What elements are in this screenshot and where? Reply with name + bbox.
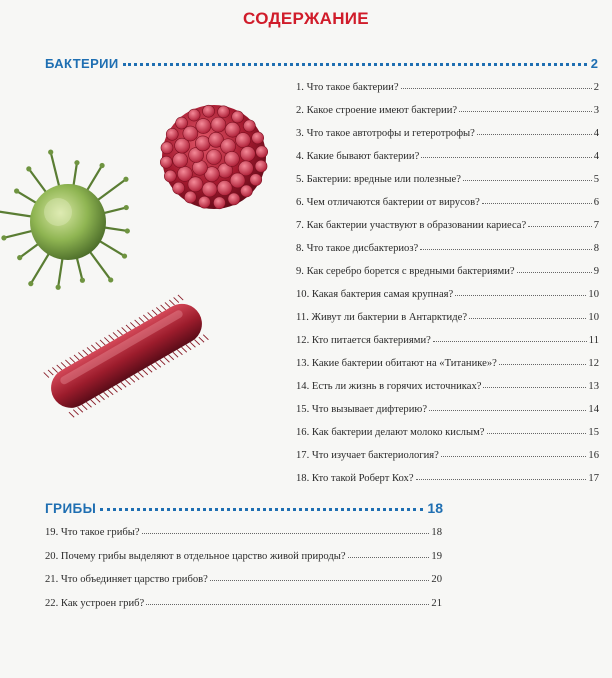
- toc-item-question: 15. Что вызывает дифтерию?: [296, 404, 428, 415]
- dot-leader: [441, 456, 587, 457]
- toc-item-question: 8. Что такое дисбактериоз?: [296, 243, 419, 254]
- toc-item-page-number: 10: [588, 289, 599, 300]
- toc-item[interactable]: [296, 382, 599, 405]
- toc-item-question: 13. Какие бактерии обитают на «Титанике»?: [296, 358, 497, 369]
- toc-item-page-number: 6: [593, 197, 599, 208]
- toc-item-page-number: 11: [588, 335, 599, 346]
- toc-item-page-number: 2: [593, 82, 599, 93]
- toc-item-page-number: 8: [593, 243, 599, 254]
- toc-item-question: 3. Что такое автотрофы и гетеротрофы?: [296, 128, 475, 139]
- dot-leader: [528, 226, 591, 227]
- toc-item[interactable]: [45, 599, 442, 623]
- toc-item-page-number: 21: [431, 597, 442, 609]
- toc-item[interactable]: [296, 221, 599, 244]
- toc-list-fungi: [45, 528, 442, 622]
- toc-item-question: 5. Бактерии: вредные или полезные?: [296, 174, 461, 185]
- toc-item[interactable]: [296, 106, 599, 129]
- red-bacillus-illustration: [34, 290, 218, 420]
- toc-item[interactable]: [296, 290, 599, 313]
- dot-leader: [455, 295, 586, 296]
- dot-leader: [487, 433, 587, 434]
- toc-item[interactable]: [45, 528, 442, 552]
- section-page-number: 18: [427, 500, 443, 516]
- toc-item-question: 7. Как бактерии участвуют в образовании кариеса?: [296, 220, 527, 231]
- dot-leader: [433, 341, 587, 342]
- toc-item-page-number: 14: [588, 404, 599, 415]
- toc-item-page-number: 18: [431, 527, 442, 538]
- dot-leader: [483, 387, 586, 388]
- dot-leader: [100, 508, 423, 511]
- dot-leader: [401, 88, 592, 89]
- toc-item[interactable]: [296, 451, 599, 474]
- dot-leader: [499, 364, 587, 365]
- green-virus-illustration: [0, 142, 142, 302]
- dot-leader: [482, 203, 592, 204]
- toc-item[interactable]: [296, 313, 599, 336]
- toc-item-question: 22. Как устроен гриб?: [45, 597, 145, 609]
- toc-item[interactable]: [296, 129, 599, 152]
- toc-item-page-number: 10: [588, 312, 599, 323]
- toc-item-page-number: 13: [588, 381, 599, 392]
- toc-item-page-number: 12: [588, 358, 599, 369]
- toc-list-bacteria: [296, 83, 599, 497]
- toc-item-question: 10. Какая бактерия самая крупная?: [296, 289, 454, 300]
- red-coccus-illustration: [150, 96, 278, 218]
- toc-item-page-number: 20: [431, 574, 442, 586]
- dot-leader: [142, 533, 430, 534]
- dot-leader: [463, 180, 592, 181]
- section-name: БАКТЕРИИ: [45, 56, 119, 71]
- toc-item[interactable]: [296, 474, 599, 497]
- toc-item-question: 14. Есть ли жизнь в горячих источниках?: [296, 381, 482, 392]
- toc-item[interactable]: [45, 552, 442, 576]
- toc-item[interactable]: [296, 336, 599, 359]
- toc-item-question: 20. Почему грибы выделяют в отдельное царство живой природы?: [45, 550, 346, 562]
- toc-item[interactable]: [296, 405, 599, 428]
- toc-item-page-number: 15: [588, 427, 599, 438]
- toc-item-question: 9. Как серебро борется с вредными бактериями?: [296, 266, 515, 277]
- toc-item-question: 6. Чем отличаются бактерии от вирусов?: [296, 197, 480, 208]
- toc-item[interactable]: [296, 428, 599, 451]
- toc-item-question: 12. Кто питается бактериями?: [296, 335, 431, 346]
- toc-item[interactable]: [296, 152, 599, 175]
- toc-item[interactable]: [296, 359, 599, 382]
- toc-item-page-number: 4: [593, 128, 599, 139]
- toc-item[interactable]: [296, 83, 599, 106]
- toc-item[interactable]: [45, 575, 442, 599]
- toc-item[interactable]: [296, 244, 599, 267]
- toc-item-question: 17. Что изучает бактериология?: [296, 450, 439, 461]
- toc-item-question: 1. Что такое бактерии?: [296, 82, 399, 93]
- toc-item-question: 2. Какое строение имеют бактерии?: [296, 105, 458, 116]
- toc-item-question: 19. Что такое грибы?: [45, 527, 140, 538]
- toc-item-page-number: 4: [593, 151, 599, 162]
- dot-leader: [210, 580, 430, 581]
- dot-leader: [146, 604, 429, 605]
- dot-leader: [469, 318, 586, 319]
- toc-item-page-number: 3: [593, 105, 599, 116]
- toc-item-page-number: 9: [593, 266, 599, 277]
- toc-item-page-number: 5: [593, 174, 599, 185]
- toc-item-page-number: 17: [588, 473, 599, 484]
- dot-leader: [348, 557, 430, 558]
- toc-item-page-number: 7: [593, 220, 599, 231]
- toc-item-question: 21. Что объединяет царство грибов?: [45, 574, 208, 586]
- section-page-number: 2: [590, 56, 598, 71]
- toc-item-page-number: 19: [431, 550, 442, 562]
- dot-leader: [459, 111, 592, 112]
- toc-item-question: 18. Кто такой Роберт Кох?: [296, 473, 414, 484]
- dot-leader: [123, 63, 587, 66]
- toc-item[interactable]: [296, 267, 599, 290]
- dot-leader: [477, 134, 592, 135]
- toc-item[interactable]: [296, 198, 599, 221]
- toc-item-question: 16. Как бактерии делают молоко кислым?: [296, 427, 485, 438]
- toc-item[interactable]: [296, 175, 599, 198]
- toc-item-page-number: 16: [588, 450, 599, 461]
- section-header-fungi[interactable]: [45, 500, 443, 516]
- dot-leader: [517, 272, 592, 273]
- dot-leader: [420, 249, 591, 250]
- page-title: СОДЕРЖАНИЕ: [243, 9, 369, 28]
- section-name: ГРИБЫ: [45, 501, 97, 516]
- dot-leader: [429, 410, 586, 411]
- dot-leader: [416, 479, 587, 480]
- toc-item-question: 11. Живут ли бактерии в Антарктиде?: [296, 312, 468, 323]
- toc-item-question: 4. Какие бывают бактерии?: [296, 151, 420, 162]
- section-header-bacteria[interactable]: [45, 56, 598, 71]
- dot-leader: [421, 157, 591, 158]
